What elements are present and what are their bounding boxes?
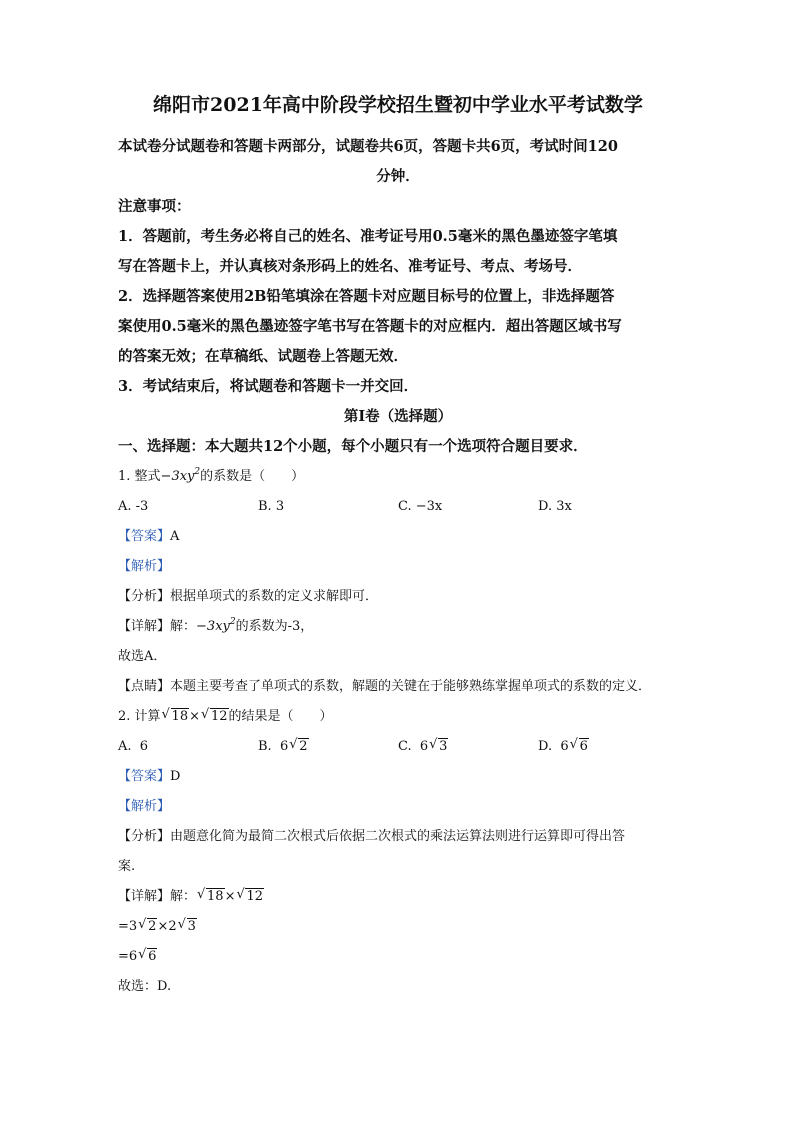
fenxi-tag: 【分析】 [118,829,171,844]
option-coef: 6 [279,739,289,754]
question-2 [118,702,678,732]
xiangjie-tag: 【详解】 [118,619,171,634]
fenxi-text: 由题意化简为最简二次根式后依据二次根式的乘法运算法则进行运算即可得出答 [170,829,626,844]
radicand: 18 [171,709,189,724]
option-coef: 6 [419,739,429,754]
q2-step-2 [118,942,678,972]
option-coef: 6 [560,739,569,754]
dianjing-text: 本题主要考查了单项式的系数，解题的关键在于能够熟练掌握单项式的系数的定义． [170,679,652,694]
q1-option-d: D. 3x [538,499,572,514]
fenxi-text: 根据单项式的系数的定义求解即可． [170,589,379,604]
q2-option-b [258,732,398,762]
sqrt-12 [201,702,229,732]
radicand: 2 [148,919,157,934]
step-mid: ×2 [157,919,177,934]
q2-option-a [118,732,258,762]
q1-option-c: C. −3x [398,499,443,514]
xiangjie-pre: 解： [170,619,197,634]
radicand: 6 [148,949,157,964]
notice-line: 写在答题卡上，并认真核对条形码上的姓名、准考证号、考点、考场号． [118,258,582,275]
answer-value: D [170,769,181,784]
q2-answer [118,762,678,792]
q1-exponent: 2 [194,467,201,477]
question-1 [118,462,678,492]
q2-step-1 [118,912,678,942]
notice-title: 注意事项： [118,198,191,215]
q2-fenxi-cont: 案. [118,859,136,874]
notice-line: 案使用0.5毫米的黑色墨迹签字笔书写在答题卡的对应框内．超出答题区域书写 [118,318,622,335]
page-title: 绵阳市2021年高中阶段学校招生暨初中学业水平考试数学 [153,94,643,116]
option-coef: 6 [139,739,149,754]
part-title: 第Ⅰ卷（选择题） [343,408,453,425]
option-label: A. [118,739,132,754]
document-page [118,92,678,1002]
q1-fenxi [118,582,678,612]
q1-option-a: A. -3 [118,499,149,514]
xiangjie-post: 的系数为-3， [235,619,314,634]
q1-options [118,492,678,522]
xiangjie-tag: 【详解】 [118,889,171,904]
radicand: 6 [579,739,588,754]
times-sign: × [189,709,200,724]
q2-xiangjie [118,882,678,912]
sqrt-18 [162,702,190,732]
xiangjie-expr: −3xy [196,619,230,634]
fenxi-tag: 【分析】 [118,589,171,604]
option-sqrt [570,732,589,762]
q1-xiangjie [118,612,678,642]
dianjing-tag: 【点睛】 [118,679,171,694]
step-pre: =3 [118,919,138,934]
q2-option-c [398,732,538,762]
radicand: 3 [187,919,196,934]
q1-dianjing [118,672,678,702]
q2-options [118,732,678,762]
option-label: B. [258,739,272,754]
answer-value: A [170,529,180,544]
q1-prefix: 1. 整式 [118,469,161,484]
option-sqrt [429,732,448,762]
q2-analysis [118,792,678,822]
section-title: 一、选择题：本大题共12个小题，每个小题只有一个选项符合题目要求． [118,438,588,455]
option-sqrt [289,732,308,762]
radicand: 18 [207,889,224,904]
q1-expr: −3xy [160,469,195,484]
q1-suffix: 的系数是（ ） [200,469,305,484]
q2-conclusion: 故选：D. [118,979,172,994]
q2-fenxi [118,822,678,852]
notice-line: 的答案无效；在草稿纸、试题卷上答题无效． [118,348,408,365]
answer-tag: 【答案】 [118,529,171,544]
sqrt-12 [236,882,264,912]
notice-line: 1．答题前，考生务必将自己的姓名、准考证号用0.5毫米的黑色墨迹签字笔填 [118,228,618,245]
q1-option-b: B. 3 [258,499,285,514]
notice-line: 3．考试结束后，将试题卷和答题卡一并交回． [118,378,419,395]
xiangjie-pre: 解： [170,889,197,904]
q2-suffix: 的结果是（ ） [228,709,333,724]
times-sign: × [224,889,236,904]
analysis-tag: 【解析】 [118,559,171,574]
sqrt-18 [197,882,225,912]
q2-option-d [538,732,678,762]
answer-tag: 【答案】 [118,769,171,784]
sqrt-2 [138,912,157,942]
sqrt-3 [178,912,197,942]
intro-line-2: 分钟． [376,168,420,185]
sqrt-6 [138,942,157,972]
radicand: 2 [299,739,308,754]
q2-prefix: 2. 计算 [118,709,161,724]
xiangjie-exponent: 2 [229,617,236,627]
option-label: D. [538,739,553,754]
analysis-tag: 【解析】 [118,799,171,814]
radicand: 3 [439,739,448,754]
notice-line: 2．选择题答案使用2B铅笔填涂在答题卡对应题目标号的位置上，非选择题答 [118,288,615,305]
q1-answer [118,522,678,552]
step-pre: =6 [118,949,138,964]
q1-conclusion: 故选A． [118,649,167,664]
option-label: C. [398,739,412,754]
q1-analysis [118,552,678,582]
radicand: 12 [246,889,264,904]
intro-line: 本试卷分试题卷和答题卡两部分，试题卷共6页，答题卡共6页，考试时间120 [118,138,618,155]
radicand: 12 [211,709,228,724]
